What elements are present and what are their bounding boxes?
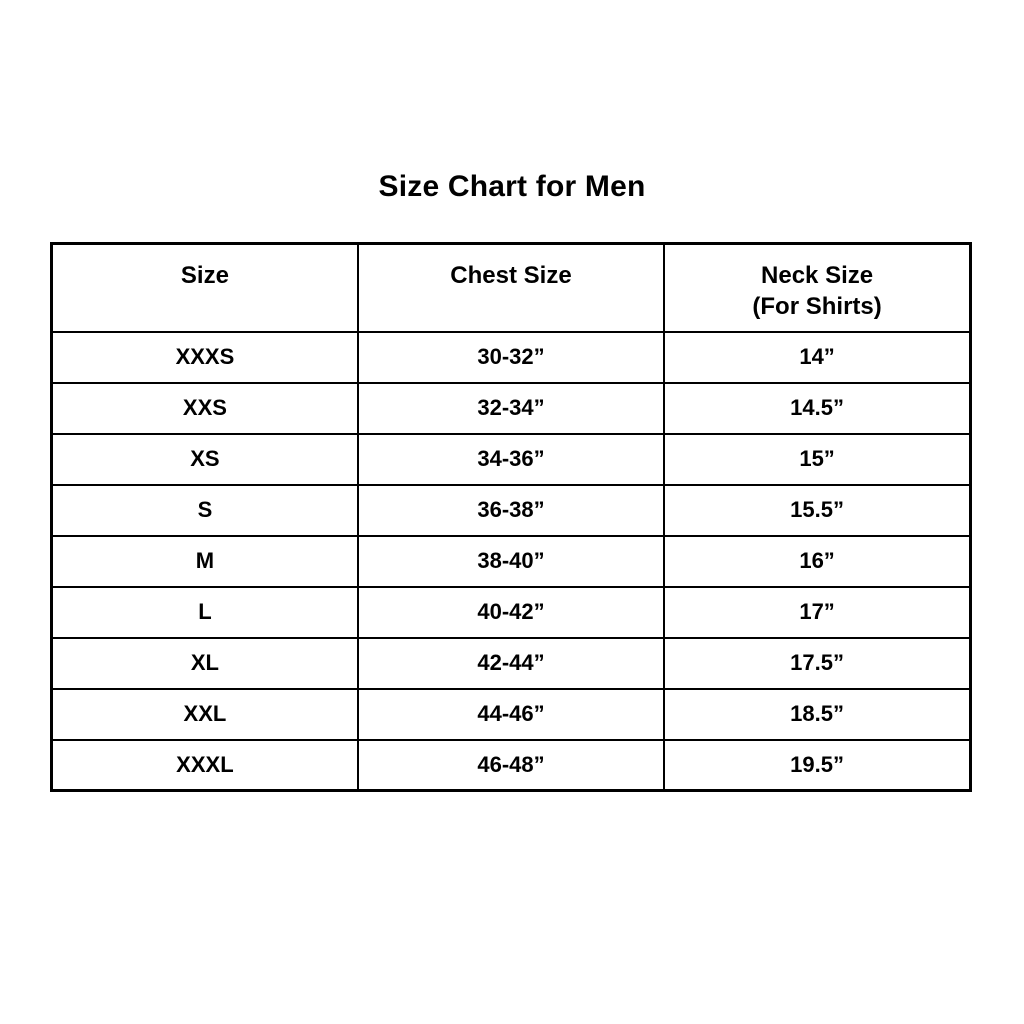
column-header-chest-size — [358, 244, 664, 332]
table-row — [52, 689, 971, 740]
size-cell: XL — [52, 638, 358, 689]
chest-size-cell: 34-36” — [358, 434, 664, 485]
table-row — [52, 587, 971, 638]
size-cell: S — [52, 485, 358, 536]
size-cell: XXXS — [52, 332, 358, 383]
chest-size-cell: 44-46” — [358, 689, 664, 740]
column-header-chest-label: Chest Size — [450, 262, 572, 289]
table-row — [52, 332, 971, 383]
table-row — [52, 536, 971, 587]
neck-size-cell: 14.5” — [664, 383, 970, 434]
size-cell: XXS — [52, 383, 358, 434]
neck-size-cell: 18.5” — [664, 689, 970, 740]
neck-size-cell: 19.5” — [664, 740, 970, 791]
size-cell: XXXL — [52, 740, 358, 791]
table-row — [52, 434, 971, 485]
neck-size-cell: 17.5” — [664, 638, 970, 689]
column-header-size-label: Size — [180, 262, 229, 289]
header-row — [52, 244, 971, 332]
chest-size-cell: 38-40” — [358, 536, 664, 587]
neck-size-cell: 15.5” — [664, 485, 970, 536]
neck-size-cell: 14” — [664, 332, 970, 383]
table-row — [52, 638, 971, 689]
table-row — [52, 740, 971, 791]
size-cell: XXL — [52, 689, 358, 740]
table-row — [52, 485, 971, 536]
chest-size-cell: 30-32” — [358, 332, 664, 383]
column-header-size — [52, 244, 358, 332]
size-cell: XS — [52, 434, 358, 485]
chest-size-cell: 36-38” — [358, 485, 664, 536]
page-title: Size Chart for Men — [378, 170, 646, 203]
chest-size-cell: 42-44” — [358, 638, 664, 689]
neck-size-cell: 16” — [664, 536, 970, 587]
chest-size-cell: 40-42” — [358, 587, 664, 638]
size-chart-table — [50, 242, 972, 792]
column-header-neck-note: (For Shirts) — [752, 293, 882, 321]
size-cell: L — [52, 587, 358, 638]
table-header — [52, 244, 971, 332]
chest-size-cell: 46-48” — [358, 740, 664, 791]
table-row — [52, 383, 971, 434]
neck-size-cell: 17” — [664, 587, 970, 638]
column-header-neck-label: Neck Size — [761, 262, 874, 289]
neck-size-cell: 15” — [664, 434, 970, 485]
chest-size-cell: 32-34” — [358, 383, 664, 434]
column-header-neck-size — [664, 244, 970, 332]
size-cell: M — [52, 536, 358, 587]
table-body — [52, 332, 971, 791]
